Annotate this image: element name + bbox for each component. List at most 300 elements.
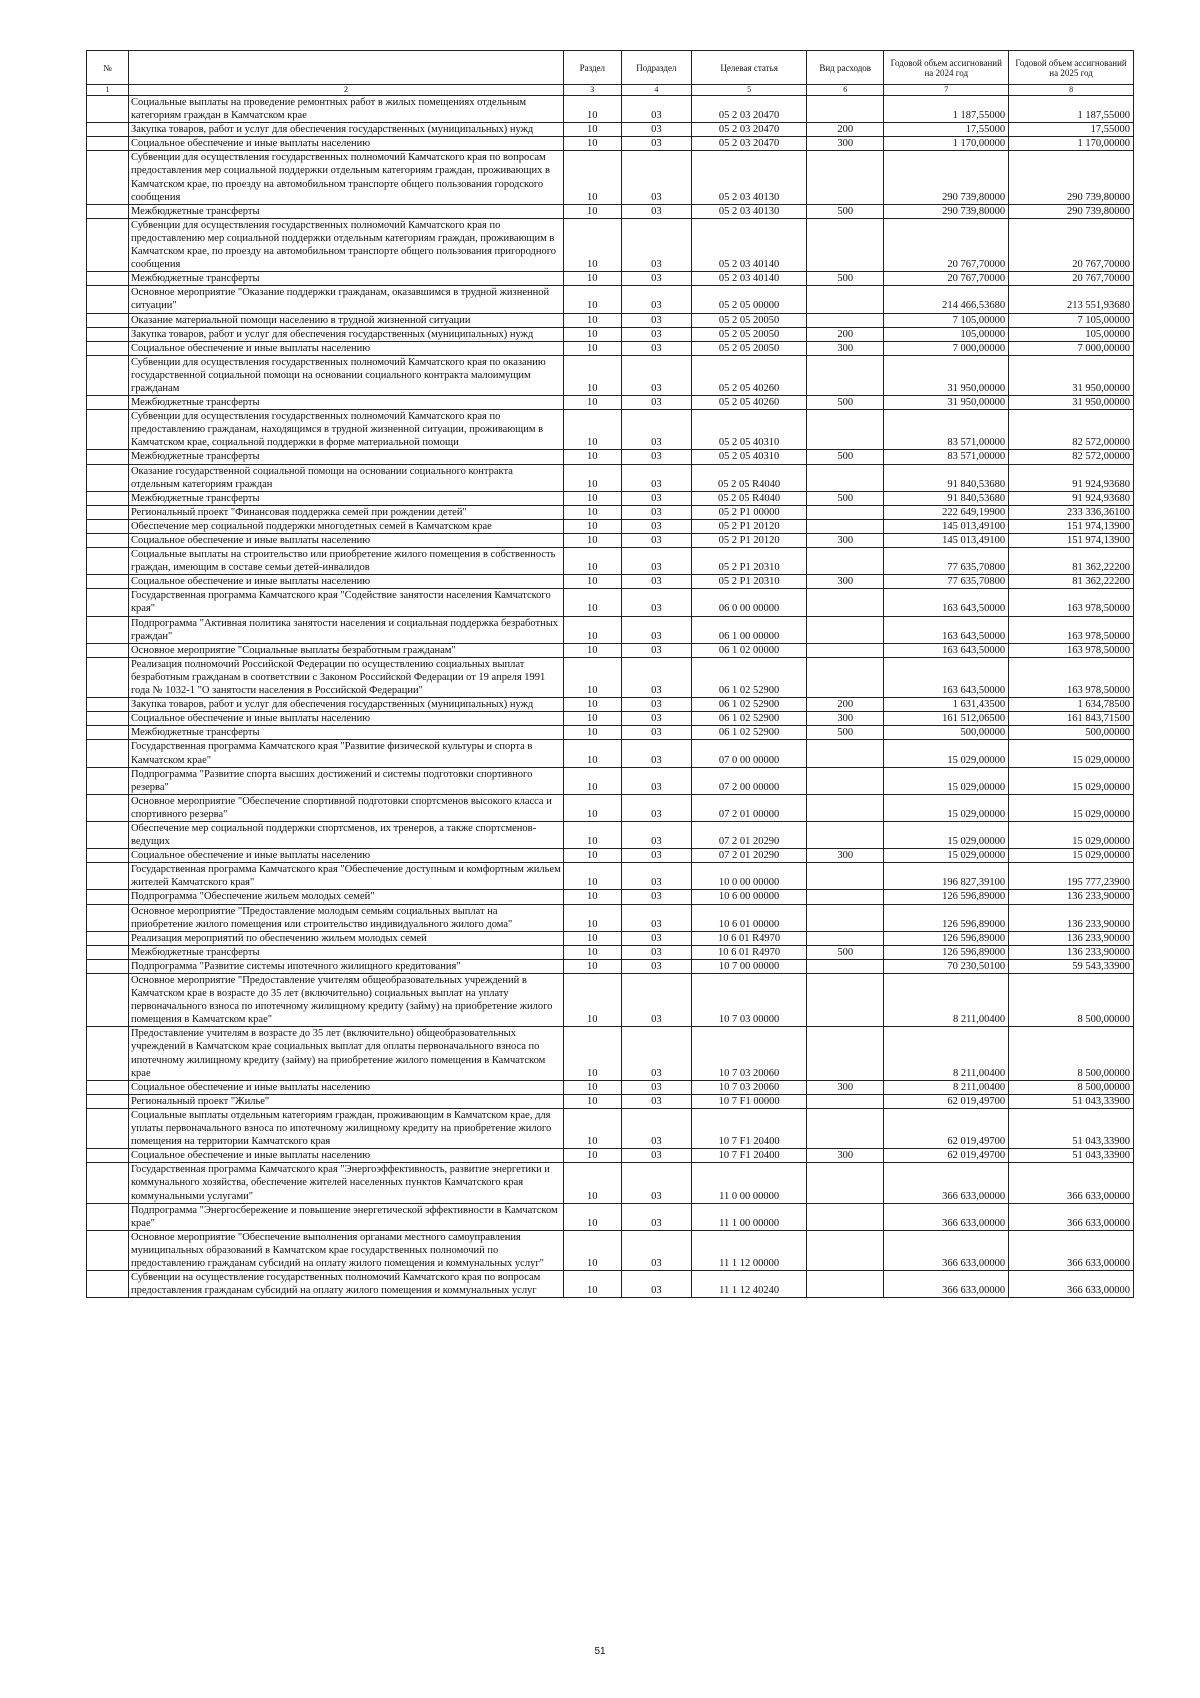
row-vr-cell: 300 (807, 712, 884, 726)
row-vr-cell (807, 519, 884, 533)
row-2025-cell: 17,55000 (1009, 123, 1134, 137)
row-num-cell (87, 1149, 129, 1163)
row-podrazdel-cell: 03 (621, 505, 692, 519)
row-vr-cell (807, 410, 884, 450)
table-row (87, 548, 1134, 575)
row-2024-cell: 31 950,00000 (884, 355, 1009, 395)
table-row (87, 204, 1134, 218)
row-podrazdel-cell: 03 (621, 945, 692, 959)
row-name-cell: Социальное обеспечение и иные выплаты населению (128, 849, 563, 863)
row-num-cell (87, 821, 129, 848)
column-number-row (87, 85, 1134, 96)
row-razdel-cell: 10 (564, 272, 621, 286)
row-name-cell: Социальное обеспечение и иные выплаты населению (128, 137, 563, 151)
row-2025-cell: 7 105,00000 (1009, 313, 1134, 327)
row-vr-cell: 300 (807, 575, 884, 589)
row-vr-cell: 200 (807, 327, 884, 341)
table-row (87, 1027, 1134, 1080)
row-2025-cell: 213 551,93680 (1009, 286, 1134, 313)
row-name-cell: Закупка товаров, работ и услуг для обеспечения государственных (муниципальных) нужд (128, 698, 563, 712)
row-2025-cell: 290 739,80000 (1009, 204, 1134, 218)
row-num-cell (87, 1163, 129, 1203)
row-2025-cell: 59 543,33900 (1009, 959, 1134, 973)
row-name-cell: Государственная программа Камчатского края "Содействие занятости населения Камчатского края" (128, 589, 563, 616)
row-name-cell: Государственная программа Камчатского края "Обеспечение доступным и комфортным жильем жителей Камчатского края" (128, 863, 563, 890)
row-name-cell: Закупка товаров, работ и услуг для обеспечения государственных (муниципальных) нужд (128, 327, 563, 341)
row-podrazdel-cell: 03 (621, 218, 692, 271)
row-csr-cell: 10 7 00 00000 (692, 959, 807, 973)
row-2025-cell: 51 043,33900 (1009, 1108, 1134, 1148)
row-vr-cell (807, 767, 884, 794)
row-razdel-cell: 10 (564, 355, 621, 395)
row-name-cell: Межбюджетные трансферты (128, 945, 563, 959)
table-row (87, 410, 1134, 450)
row-vr-cell: 300 (807, 1149, 884, 1163)
row-csr-cell: 05 2 05 20050 (692, 313, 807, 327)
row-podrazdel-cell: 03 (621, 204, 692, 218)
row-2025-cell: 81 362,22200 (1009, 575, 1134, 589)
row-csr-cell: 10 6 00 00000 (692, 890, 807, 904)
row-2025-cell: 20 767,70000 (1009, 218, 1134, 271)
table-row (87, 1149, 1134, 1163)
row-razdel-cell: 10 (564, 1108, 621, 1148)
table-row (87, 96, 1134, 123)
row-num-cell (87, 123, 129, 137)
col-number: 6 (807, 85, 884, 96)
row-vr-cell: 300 (807, 849, 884, 863)
table-row (87, 137, 1134, 151)
row-num-cell (87, 643, 129, 657)
row-2024-cell: 126 596,89000 (884, 904, 1009, 931)
row-podrazdel-cell: 03 (621, 355, 692, 395)
row-2024-cell: 7 000,00000 (884, 341, 1009, 355)
table-row (87, 1203, 1134, 1230)
row-2025-cell: 163 978,50000 (1009, 589, 1134, 616)
row-csr-cell: 05 2 03 40140 (692, 272, 807, 286)
row-podrazdel-cell: 03 (621, 272, 692, 286)
table-row (87, 643, 1134, 657)
row-vr-cell (807, 218, 884, 271)
table-row (87, 1080, 1134, 1094)
row-2025-cell: 136 233,90000 (1009, 945, 1134, 959)
table-row (87, 327, 1134, 341)
header-2024: Годовой объем ассигнований на 2024 год (884, 51, 1009, 85)
row-num-cell (87, 396, 129, 410)
row-csr-cell: 07 2 00 00000 (692, 767, 807, 794)
row-podrazdel-cell: 03 (621, 849, 692, 863)
row-name-cell: Субвенции для осуществления государственных полномочий Камчатского края по оказанию государственной социальной помощи на основании социального контракта малоимущим гражданам (128, 355, 563, 395)
row-num-cell (87, 890, 129, 904)
row-num-cell (87, 96, 129, 123)
row-num-cell (87, 849, 129, 863)
table-row (87, 931, 1134, 945)
row-2024-cell: 8 211,00400 (884, 1080, 1009, 1094)
row-csr-cell: 05 2 03 40140 (692, 218, 807, 271)
row-csr-cell: 05 2 P1 20120 (692, 534, 807, 548)
row-name-cell: Основное мероприятие "Предоставление молодым семьям социальных выплат на приобретение жилого помещения или строительство индивидуального жилого дома" (128, 904, 563, 931)
row-csr-cell: 06 1 02 00000 (692, 643, 807, 657)
row-podrazdel-cell: 03 (621, 712, 692, 726)
row-podrazdel-cell: 03 (621, 904, 692, 931)
row-name-cell: Государственная программа Камчатского края "Развитие физической культуры и спорта в Камчатском крае" (128, 740, 563, 767)
row-2025-cell: 1 634,78500 (1009, 698, 1134, 712)
header-2025: Годовой объем ассигнований на 2025 год (1009, 51, 1134, 85)
row-podrazdel-cell: 03 (621, 464, 692, 491)
row-podrazdel-cell: 03 (621, 341, 692, 355)
table-row (87, 1094, 1134, 1108)
header-csr: Целевая статья (692, 51, 807, 85)
row-podrazdel-cell: 03 (621, 959, 692, 973)
table-row (87, 355, 1134, 395)
row-csr-cell: 05 2 P1 20120 (692, 519, 807, 533)
row-csr-cell: 10 0 00 00000 (692, 863, 807, 890)
row-name-cell: Оказание государственной социальной помощи на основании социального контракта отдельным категориям граждан (128, 464, 563, 491)
row-vr-cell (807, 589, 884, 616)
row-num-cell (87, 1080, 129, 1094)
row-csr-cell: 06 1 02 52900 (692, 712, 807, 726)
row-2024-cell: 7 105,00000 (884, 313, 1009, 327)
row-2024-cell: 145 013,49100 (884, 519, 1009, 533)
col-number: 3 (564, 85, 621, 96)
row-csr-cell: 05 2 05 R4040 (692, 464, 807, 491)
row-razdel-cell: 10 (564, 1149, 621, 1163)
row-podrazdel-cell: 03 (621, 589, 692, 616)
row-num-cell (87, 464, 129, 491)
row-razdel-cell: 10 (564, 698, 621, 712)
row-csr-cell: 05 2 P1 20310 (692, 548, 807, 575)
row-vr-cell (807, 657, 884, 697)
row-num-cell (87, 575, 129, 589)
row-2024-cell: 91 840,53680 (884, 464, 1009, 491)
row-2025-cell: 82 572,00000 (1009, 410, 1134, 450)
row-csr-cell: 06 0 00 00000 (692, 589, 807, 616)
row-2025-cell: 163 978,50000 (1009, 657, 1134, 697)
row-csr-cell: 05 2 05 00000 (692, 286, 807, 313)
row-razdel-cell: 10 (564, 657, 621, 697)
row-vr-cell (807, 794, 884, 821)
row-num-cell (87, 272, 129, 286)
row-razdel-cell: 10 (564, 575, 621, 589)
row-num-cell (87, 519, 129, 533)
row-num-cell (87, 327, 129, 341)
row-num-cell (87, 616, 129, 643)
table-row (87, 945, 1134, 959)
row-name-cell: Предоставление учителям в возрасте до 35 лет (включительно) общеобразовательных учреждений в Камчатском крае социальных выплат для оплаты первоначального взноса по ипотечному жилищному кредиту (займу) на приобретение жилого помещения в Камчатском крае (128, 1027, 563, 1080)
row-2025-cell: 290 739,80000 (1009, 151, 1134, 204)
row-2024-cell: 83 571,00000 (884, 450, 1009, 464)
row-2025-cell: 91 924,93680 (1009, 491, 1134, 505)
row-num-cell (87, 313, 129, 327)
row-csr-cell: 07 2 01 20290 (692, 849, 807, 863)
row-podrazdel-cell: 03 (621, 1149, 692, 1163)
table-row (87, 616, 1134, 643)
table-row (87, 794, 1134, 821)
row-num-cell (87, 740, 129, 767)
row-razdel-cell: 10 (564, 1094, 621, 1108)
row-vr-cell (807, 740, 884, 767)
table-row (87, 464, 1134, 491)
row-2024-cell: 20 767,70000 (884, 218, 1009, 271)
row-vr-cell (807, 548, 884, 575)
row-vr-cell (807, 313, 884, 327)
row-vr-cell: 300 (807, 534, 884, 548)
row-num-cell (87, 1094, 129, 1108)
row-name-cell: Субвенции для осуществления государственных полномочий Камчатского края по предоставлению гражданам, находящимся в трудной жизненной ситуации, проживающим в Камчатском крае, социальной поддержки в форме материальной помощи (128, 410, 563, 450)
row-podrazdel-cell: 03 (621, 137, 692, 151)
table-row (87, 959, 1134, 973)
row-2024-cell: 163 643,50000 (884, 616, 1009, 643)
row-num-cell (87, 1271, 129, 1298)
table-row (87, 534, 1134, 548)
row-razdel-cell: 10 (564, 396, 621, 410)
row-2025-cell: 91 924,93680 (1009, 464, 1134, 491)
row-name-cell: Социальное обеспечение и иные выплаты населению (128, 341, 563, 355)
row-num-cell (87, 1230, 129, 1270)
row-podrazdel-cell: 03 (621, 1203, 692, 1230)
row-vr-cell: 500 (807, 272, 884, 286)
row-vr-cell: 500 (807, 204, 884, 218)
row-vr-cell (807, 464, 884, 491)
table-row (87, 341, 1134, 355)
table-row (87, 123, 1134, 137)
row-razdel-cell: 10 (564, 794, 621, 821)
row-2024-cell: 105,00000 (884, 327, 1009, 341)
row-2025-cell: 15 029,00000 (1009, 821, 1134, 848)
row-podrazdel-cell: 03 (621, 450, 692, 464)
row-csr-cell: 10 7 F1 20400 (692, 1108, 807, 1148)
row-podrazdel-cell: 03 (621, 1108, 692, 1148)
row-2025-cell: 161 843,71500 (1009, 712, 1134, 726)
row-razdel-cell: 10 (564, 890, 621, 904)
row-name-cell: Основное мероприятие "Обеспечение выполнения органами местного самоуправления муниципальных образований в Камчатском крае государственных полномочий по предоставлению гражданам субсидий на оплату жилого помещения и коммунальных услуг" (128, 1230, 563, 1270)
row-2025-cell: 366 633,00000 (1009, 1271, 1134, 1298)
row-2024-cell: 366 633,00000 (884, 1230, 1009, 1270)
row-vr-cell (807, 1271, 884, 1298)
row-vr-cell (807, 890, 884, 904)
row-2025-cell: 136 233,90000 (1009, 890, 1134, 904)
row-2025-cell: 15 029,00000 (1009, 794, 1134, 821)
row-razdel-cell: 10 (564, 464, 621, 491)
row-vr-cell (807, 1027, 884, 1080)
header-name (128, 51, 563, 85)
row-razdel-cell: 10 (564, 616, 621, 643)
row-2024-cell: 145 013,49100 (884, 534, 1009, 548)
row-razdel-cell: 10 (564, 767, 621, 794)
row-2025-cell: 31 950,00000 (1009, 396, 1134, 410)
row-2024-cell: 77 635,70800 (884, 548, 1009, 575)
row-2025-cell: 366 633,00000 (1009, 1203, 1134, 1230)
row-csr-cell: 05 2 03 20470 (692, 137, 807, 151)
row-razdel-cell: 10 (564, 327, 621, 341)
row-2025-cell: 151 974,13900 (1009, 534, 1134, 548)
row-2024-cell: 1 187,55000 (884, 96, 1009, 123)
row-name-cell: Социальное обеспечение и иные выплаты населению (128, 1080, 563, 1094)
row-razdel-cell: 10 (564, 945, 621, 959)
table-row (87, 726, 1134, 740)
row-podrazdel-cell: 03 (621, 396, 692, 410)
row-razdel-cell: 10 (564, 974, 621, 1027)
row-num-cell (87, 698, 129, 712)
row-2024-cell: 62 019,49700 (884, 1094, 1009, 1108)
row-2024-cell: 163 643,50000 (884, 657, 1009, 697)
table-row (87, 740, 1134, 767)
row-razdel-cell: 10 (564, 491, 621, 505)
row-2024-cell: 126 596,89000 (884, 945, 1009, 959)
row-2025-cell: 15 029,00000 (1009, 849, 1134, 863)
row-2024-cell: 290 739,80000 (884, 204, 1009, 218)
row-name-cell: Социальное обеспечение и иные выплаты населению (128, 575, 563, 589)
row-num-cell (87, 355, 129, 395)
header-razdel: Раздел (564, 51, 621, 85)
row-razdel-cell: 10 (564, 534, 621, 548)
row-num-cell (87, 767, 129, 794)
row-2024-cell: 31 950,00000 (884, 396, 1009, 410)
row-csr-cell: 05 2 03 40130 (692, 204, 807, 218)
row-2025-cell: 136 233,90000 (1009, 931, 1134, 945)
row-num-cell (87, 794, 129, 821)
row-2024-cell: 77 635,70800 (884, 575, 1009, 589)
row-podrazdel-cell: 03 (621, 1230, 692, 1270)
row-csr-cell: 05 2 P1 00000 (692, 505, 807, 519)
row-2024-cell: 8 211,00400 (884, 974, 1009, 1027)
row-2024-cell: 366 633,00000 (884, 1203, 1009, 1230)
row-podrazdel-cell: 03 (621, 286, 692, 313)
row-csr-cell: 06 1 02 52900 (692, 698, 807, 712)
table-row (87, 863, 1134, 890)
row-2024-cell: 161 512,06500 (884, 712, 1009, 726)
row-csr-cell: 10 7 03 20060 (692, 1080, 807, 1094)
row-2024-cell: 163 643,50000 (884, 589, 1009, 616)
row-name-cell: Социальное обеспечение и иные выплаты населению (128, 1149, 563, 1163)
row-num-cell (87, 505, 129, 519)
row-podrazdel-cell: 03 (621, 313, 692, 327)
col-number: 7 (884, 85, 1009, 96)
row-2025-cell: 15 029,00000 (1009, 740, 1134, 767)
row-num-cell (87, 410, 129, 450)
row-2024-cell: 163 643,50000 (884, 643, 1009, 657)
row-name-cell: Подпрограмма "Обеспечение жильем молодых семей" (128, 890, 563, 904)
row-num-cell (87, 1203, 129, 1230)
row-csr-cell: 10 7 F1 20400 (692, 1149, 807, 1163)
row-podrazdel-cell: 03 (621, 575, 692, 589)
row-vr-cell (807, 1108, 884, 1148)
row-razdel-cell: 10 (564, 341, 621, 355)
row-razdel-cell: 10 (564, 1080, 621, 1094)
row-2024-cell: 15 029,00000 (884, 767, 1009, 794)
row-num-cell (87, 931, 129, 945)
row-2025-cell: 82 572,00000 (1009, 450, 1134, 464)
row-vr-cell: 500 (807, 945, 884, 959)
table-row (87, 450, 1134, 464)
table-row (87, 1163, 1134, 1203)
row-podrazdel-cell: 03 (621, 657, 692, 697)
row-2025-cell: 20 767,70000 (1009, 272, 1134, 286)
row-podrazdel-cell: 03 (621, 643, 692, 657)
row-podrazdel-cell: 03 (621, 767, 692, 794)
row-2024-cell: 222 649,19900 (884, 505, 1009, 519)
row-vr-cell (807, 1163, 884, 1203)
row-num-cell (87, 548, 129, 575)
row-2024-cell: 196 827,39100 (884, 863, 1009, 890)
row-podrazdel-cell: 03 (621, 1080, 692, 1094)
row-2025-cell: 163 978,50000 (1009, 643, 1134, 657)
row-vr-cell (807, 974, 884, 1027)
row-podrazdel-cell: 03 (621, 726, 692, 740)
row-vr-cell (807, 96, 884, 123)
row-razdel-cell: 10 (564, 1230, 621, 1270)
row-name-cell: Социальное обеспечение и иные выплаты населению (128, 712, 563, 726)
row-name-cell: Межбюджетные трансферты (128, 204, 563, 218)
row-razdel-cell: 10 (564, 931, 621, 945)
row-csr-cell: 05 2 05 20050 (692, 327, 807, 341)
row-name-cell: Субвенции на осуществление государственных полномочий Камчатского края по вопросам предоставления гражданам субсидий на оплату жилого помещения и коммунальных услуг (128, 1271, 563, 1298)
row-csr-cell: 07 0 00 00000 (692, 740, 807, 767)
header-podrazdel: Подраздел (621, 51, 692, 85)
row-num-cell (87, 863, 129, 890)
row-2024-cell: 91 840,53680 (884, 491, 1009, 505)
row-vr-cell (807, 643, 884, 657)
row-2025-cell: 195 777,23900 (1009, 863, 1134, 890)
row-csr-cell: 05 2 05 40310 (692, 410, 807, 450)
row-podrazdel-cell: 03 (621, 491, 692, 505)
row-name-cell: Основное мероприятие "Предоставление учителям общеобразовательных учреждений в Камчатском крае в возрасте до 35 лет (включительно) социальных выплат на уплату первоначального взноса по ипотечному жилищному кредиту (займу) на приобретение жилого помещения в Камчатском крае" (128, 974, 563, 1027)
table-row (87, 890, 1134, 904)
row-num-cell (87, 491, 129, 505)
row-razdel-cell: 10 (564, 313, 621, 327)
table-row (87, 1230, 1134, 1270)
row-name-cell: Закупка товаров, работ и услуг для обеспечения государственных (муниципальных) нужд (128, 123, 563, 137)
row-num-cell (87, 959, 129, 973)
row-2025-cell: 15 029,00000 (1009, 767, 1134, 794)
row-2024-cell: 500,00000 (884, 726, 1009, 740)
table-row (87, 767, 1134, 794)
row-name-cell: Основное мероприятие "Оказание поддержки гражданам, оказавшимся в трудной жизненной ситуации" (128, 286, 563, 313)
row-podrazdel-cell: 03 (621, 698, 692, 712)
row-razdel-cell: 10 (564, 450, 621, 464)
row-num-cell (87, 589, 129, 616)
row-vr-cell: 500 (807, 450, 884, 464)
row-csr-cell: 06 1 00 00000 (692, 616, 807, 643)
row-vr-cell (807, 286, 884, 313)
budget-table (86, 50, 1134, 1298)
row-2024-cell: 15 029,00000 (884, 794, 1009, 821)
row-csr-cell: 05 2 03 20470 (692, 123, 807, 137)
row-2025-cell: 8 500,00000 (1009, 974, 1134, 1027)
row-2025-cell: 8 500,00000 (1009, 1080, 1134, 1094)
row-csr-cell: 10 7 F1 00000 (692, 1094, 807, 1108)
row-razdel-cell: 10 (564, 863, 621, 890)
row-num-cell (87, 904, 129, 931)
col-number: 2 (128, 85, 563, 96)
row-num-cell (87, 204, 129, 218)
row-csr-cell: 07 2 01 20290 (692, 821, 807, 848)
row-csr-cell: 05 2 05 40260 (692, 396, 807, 410)
row-podrazdel-cell: 03 (621, 931, 692, 945)
row-csr-cell: 11 1 00 00000 (692, 1203, 807, 1230)
row-name-cell: Подпрограмма "Развитие спорта высших достижений и системы подготовки спортивного резерва" (128, 767, 563, 794)
row-csr-cell: 05 2 05 R4040 (692, 491, 807, 505)
table-row (87, 396, 1134, 410)
row-vr-cell (807, 863, 884, 890)
row-2024-cell: 15 029,00000 (884, 849, 1009, 863)
row-name-cell: Субвенции для осуществления государственных полномочий Камчатского края по вопросам предоставления мер социальной поддержки отдельным категориям граждан, проживающих в Камчатском крае, по проезду на автомобильном транспорте общего пользования городского сообщения (128, 151, 563, 204)
table-row (87, 491, 1134, 505)
row-csr-cell: 11 1 12 40240 (692, 1271, 807, 1298)
table-row (87, 974, 1134, 1027)
row-podrazdel-cell: 03 (621, 821, 692, 848)
table-row (87, 575, 1134, 589)
row-podrazdel-cell: 03 (621, 1163, 692, 1203)
